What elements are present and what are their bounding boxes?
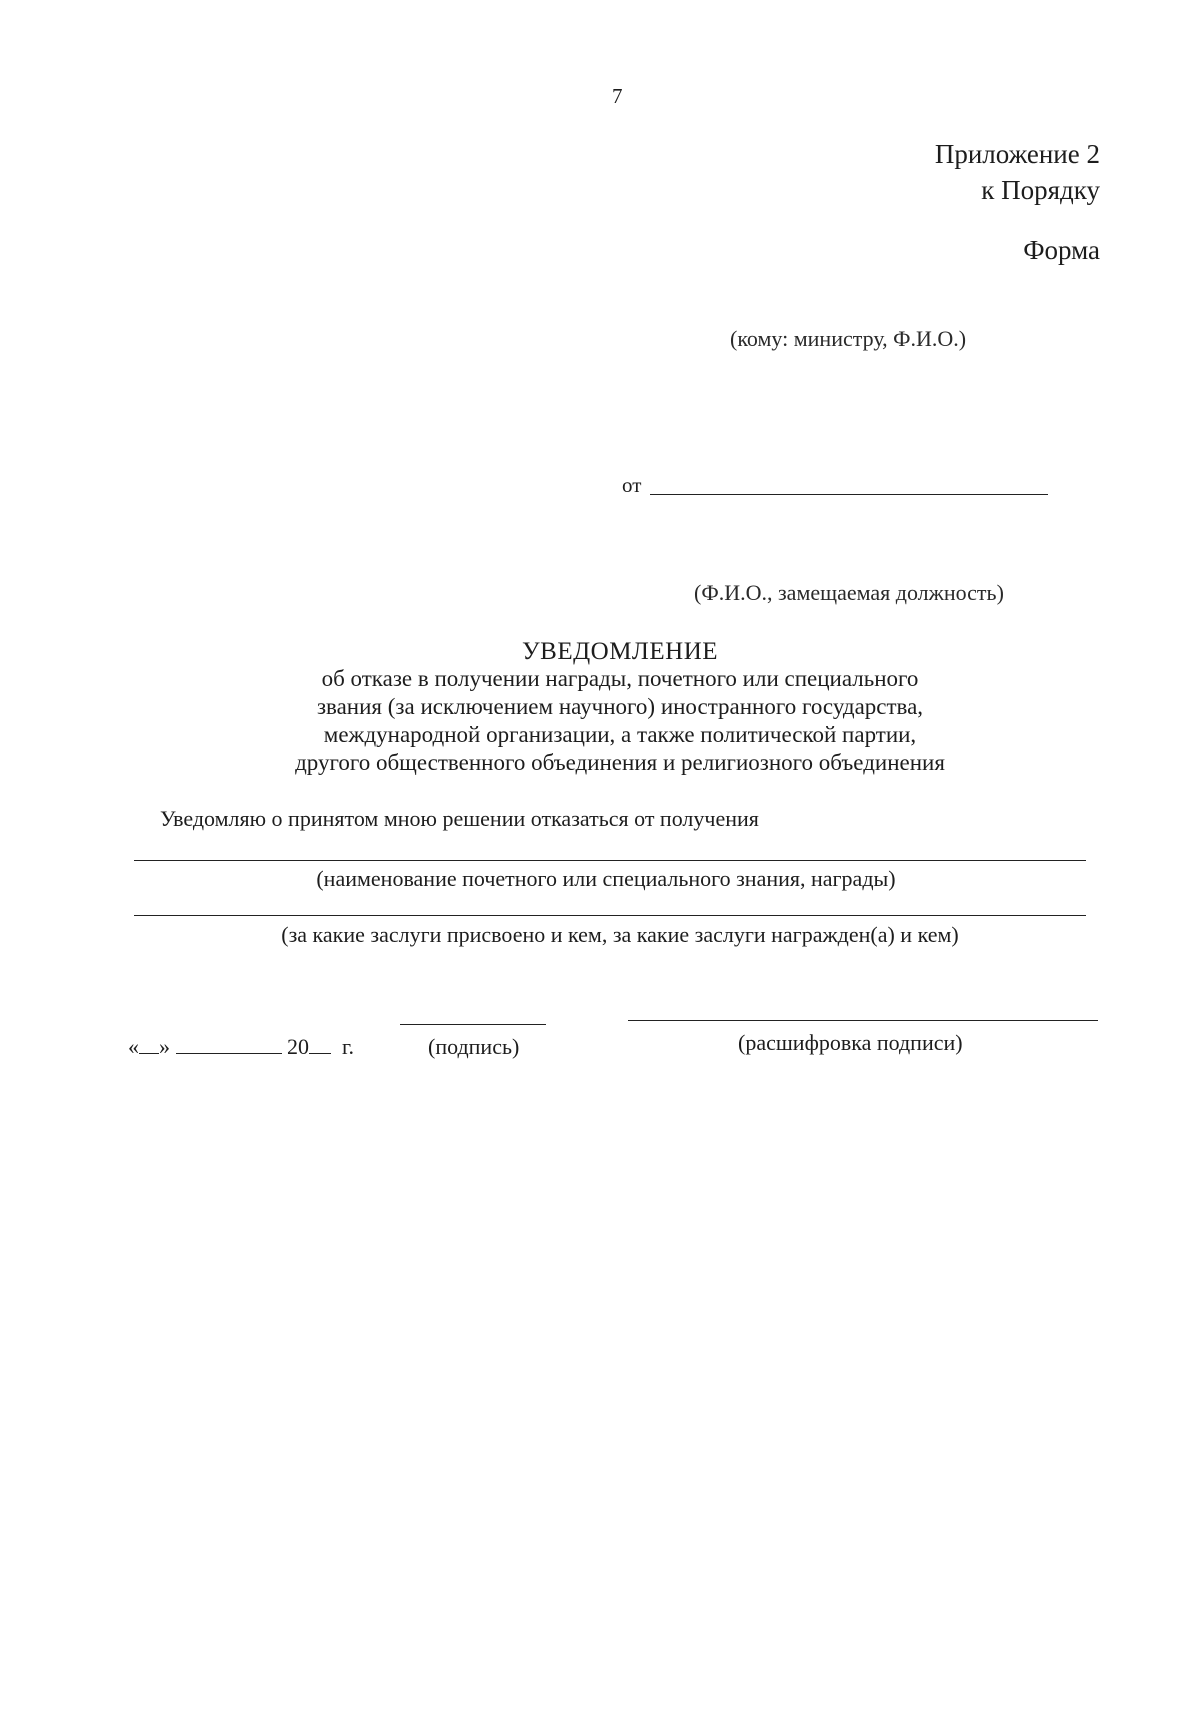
from-label: от <box>622 473 642 497</box>
signature-decode-caption: (расшифровка подписи) <box>738 1030 963 1055</box>
date-close-quote: » <box>159 1034 170 1059</box>
appendix-line-2: к Порядку <box>981 175 1100 205</box>
award-name-fill-line[interactable] <box>134 860 1086 861</box>
signature-fill-line[interactable] <box>400 1024 546 1025</box>
from-caption: (Ф.И.О., замещаемая должность) <box>694 580 1004 605</box>
date-open-quote: « <box>128 1034 139 1059</box>
subtitle-line-4: другого общественного объединения и религиозного объединения <box>295 750 945 775</box>
award-name-caption: (наименование почетного или специального знания, награды) <box>316 866 896 891</box>
signature-decode-fill-line[interactable] <box>628 1020 1098 1021</box>
page-number: 7 <box>612 84 623 108</box>
merits-fill-line[interactable] <box>134 915 1086 916</box>
date-field <box>128 1034 354 1060</box>
year-prefix: 20 <box>287 1034 309 1059</box>
merits-caption: (за какие заслуги присвоено и кем, за какие заслуги награжден(а) и кем) <box>281 922 959 947</box>
form-label: Форма <box>1023 235 1100 265</box>
addressee-caption: (кому: министру, Ф.И.О.) <box>730 326 967 351</box>
subtitle-line-1: об отказе в получении награды, почетного или специального <box>321 666 919 691</box>
year-suffix: г. <box>342 1034 355 1059</box>
notification-text: Уведомляю о принятом мною решении отказаться от получения <box>160 806 759 831</box>
appendix-line-1: Приложение 2 <box>934 139 1100 169</box>
subtitle-line-3: международной организации, а также политической партии, <box>323 722 917 747</box>
appendix-reference <box>935 136 1100 208</box>
document-subtitle <box>0 665 1200 777</box>
subtitle-line-2: звания (за исключением научного) иностранного государства, <box>316 694 924 719</box>
day-blank[interactable] <box>139 1035 159 1054</box>
month-blank[interactable] <box>176 1035 282 1054</box>
document-title: УВЕДОМЛЕНИЕ <box>521 638 719 665</box>
year-blank[interactable] <box>309 1035 331 1054</box>
signature-caption: (подпись) <box>428 1034 520 1059</box>
from-fill-line[interactable] <box>650 494 1048 495</box>
